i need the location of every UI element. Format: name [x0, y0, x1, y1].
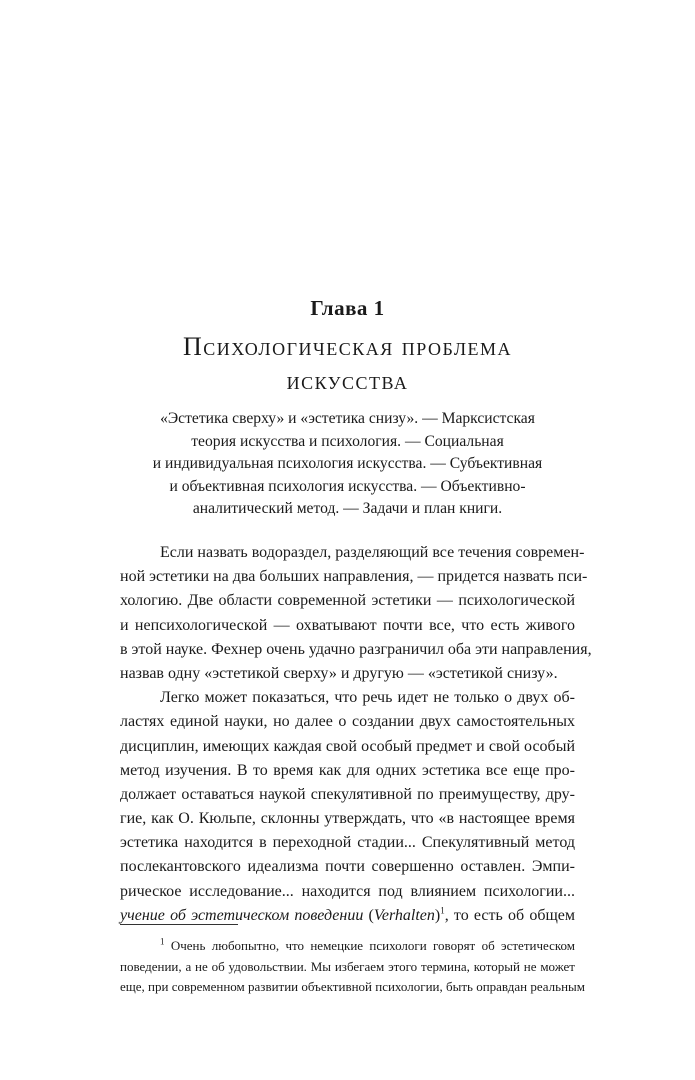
summary-line: аналитический метод. — Задачи и план книги. [192, 500, 503, 517]
summary-line: и объективная психология искусства. — Объективно- [169, 477, 526, 495]
text-line: и непсихологической — охватывают почти все, что есть живого [120, 616, 575, 634]
text-line: дисциплин, имеющих каждая свой особый предмет и свой особый [120, 737, 575, 755]
chapter-title-line: искусства [286, 366, 409, 395]
chapter-title-line: Психологическая проблема [182, 332, 513, 361]
chapter-title [0, 330, 695, 398]
italic-term: Verhalten [373, 906, 435, 924]
footnote-line [120, 936, 575, 957]
text-line: рическое исследование... находится под влиянием психологии... [120, 882, 575, 900]
footnote-line: еще, при современном развитии объективной психологии, быть оправдан реальным [120, 979, 585, 994]
line-tail: , то есть об общем [444, 906, 576, 924]
footnote-line: поведении, а не об удовольствии. Мы избегаем этого термина, который не может [120, 958, 575, 974]
footnotes [120, 936, 585, 998]
text-line: хологию. Две области современной эстетики — психологической [120, 592, 575, 610]
text-line: эстетика находится в переходной стадии... Спекулятивный метод [120, 834, 575, 852]
text-line: в этой науке. Фехнер очень удачно разграничил оба эти направления, [120, 640, 592, 658]
text-line: ластях единой науки, но далее о создании двух самостоятельных [120, 713, 575, 731]
body-text [120, 541, 592, 928]
italic-phrase: учение об эстетическом поведении [120, 906, 364, 924]
footnote-reference[interactable]: 1 [440, 905, 445, 916]
footnote-text: Очень любопытно, что немецкие психологи говорят об эстетическом [164, 938, 575, 953]
text-line: послекантовского идеализма почти совершенно оставлен. Эмпи- [120, 858, 575, 876]
summary-line: теория искусства и психология. — Социальная [191, 432, 504, 450]
text-line: гие, как О. Кюльпе, склонны утверждать, что «в настоящее время [120, 810, 575, 828]
text-line: должает оставаться наукой спекулятивной по преимуществу, дру- [120, 785, 575, 803]
summary-line: «Эстетика сверху» и «эстетика снизу». — Марксистская [160, 410, 535, 427]
text-line: назвав одну «эстетикой сверху» и другую — «эстетикой снизу». [120, 664, 558, 682]
footnote-separator [120, 924, 238, 925]
paren-open: ( [363, 906, 374, 924]
footnote-mark: 1 [160, 936, 165, 947]
chapter-number: Глава 1 [310, 296, 385, 320]
chapter-summary [120, 408, 575, 521]
text-line: Если назвать водораздел, разделяющий все течения современ- [160, 544, 585, 561]
paren-close: ) [434, 906, 441, 924]
summary-line: и индивидуальная психология искусства. — Субъективная [152, 455, 543, 472]
text-line: метод изучения. В то время как для одних эстетика все еще про- [120, 761, 575, 779]
text-line: Легко может показаться, что речь идет не только о двух об- [160, 689, 575, 707]
text-line: ной эстетики на два больших направления, — придется назвать пси- [120, 568, 588, 586]
